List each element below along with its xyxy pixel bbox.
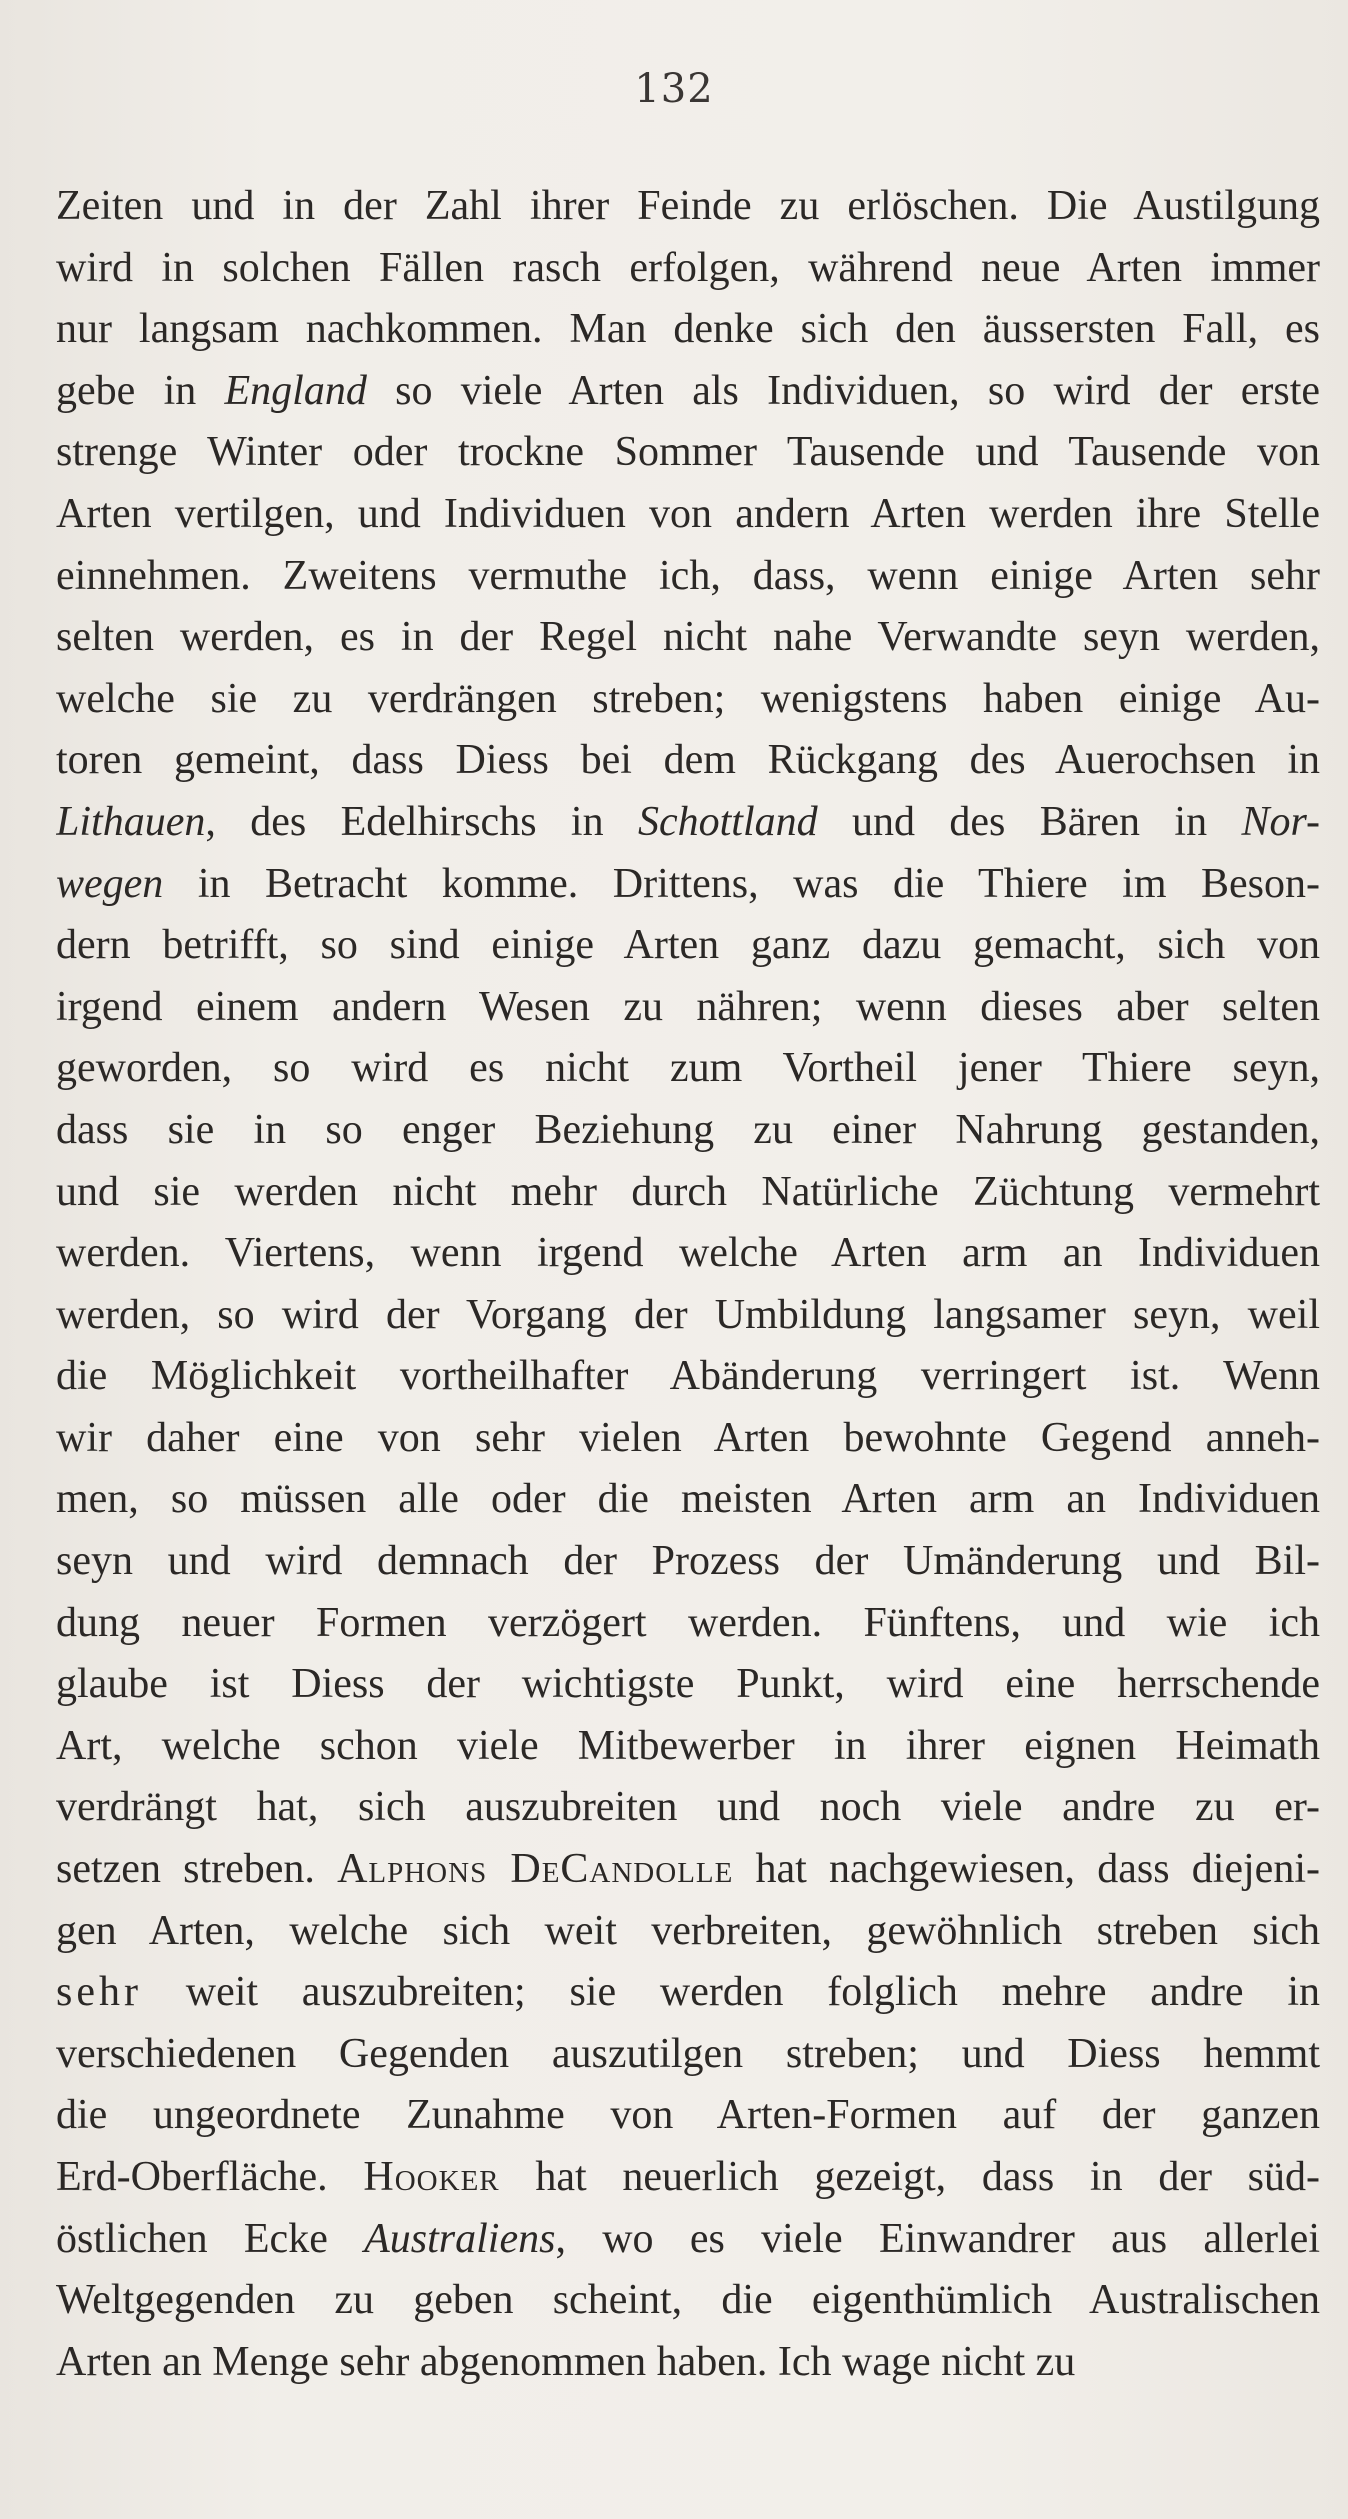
text-line	[56, 299, 1320, 361]
text-run: glaube ist Diess der wichtigste Punkt, wird eine herrschende	[56, 1661, 1320, 1708]
text-run: geworden, so wird es nicht zum Vortheil jener Thiere seyn,	[56, 1045, 1320, 1092]
text-run: die ungeordnete Zunahme von Arten-Formen auf der ganzen	[56, 2092, 1320, 2139]
text-line	[56, 1346, 1320, 1408]
text-run: gen Arten, welche sich weit verbreiten, gewöhnlich streben sich	[56, 1907, 1320, 1954]
text-line	[56, 1531, 1320, 1593]
text-run: toren gemeint, dass Diess bei dem Rückgang des Auerochsen in	[56, 737, 1320, 784]
text-run: einnehmen. Zweitens vermuthe ich, dass, wenn einige Arten sehr	[56, 552, 1320, 599]
text-line	[56, 1839, 1320, 1901]
text-line	[56, 2332, 1320, 2394]
text-run: Arten an Menge sehr abgenommen haben. Ich wage nicht zu	[56, 2338, 1076, 2385]
text-line	[56, 1593, 1320, 1655]
text-line	[56, 2147, 1320, 2209]
text-line	[56, 915, 1320, 977]
text-run: seyn und wird demnach der Prozess der Umänderung und Bil-	[56, 1538, 1320, 1585]
text-run: Hooker	[363, 2154, 500, 2200]
text-run: wir daher eine von sehr vielen Arten bewohnte Gegend anneh-	[56, 1414, 1320, 1461]
text-run: Schottland	[637, 798, 818, 845]
text-line	[56, 1038, 1320, 1100]
text-run: , des Edelhirschs in	[205, 798, 638, 845]
text-line	[56, 2209, 1320, 2271]
text-run: so viele Arten als Individuen, so wird der erste	[366, 367, 1320, 414]
text-line	[56, 854, 1320, 916]
text-line	[56, 484, 1320, 546]
text-run: Erd-Oberfläche.	[56, 2154, 364, 2200]
text-line	[56, 176, 1320, 238]
text-run: Australiens	[364, 2215, 556, 2262]
text-line	[56, 607, 1320, 669]
text-run: nur langsam nachkommen. Man denke sich den äussersten Fall, es	[56, 306, 1320, 353]
text-line	[56, 2024, 1320, 2086]
text-run: Zeiten und in der Zahl ihrer Feinde zu erlöschen. Die Austilgung	[56, 183, 1320, 229]
text-run: , wo es viele Einwandrer aus allerlei	[555, 2215, 1320, 2262]
text-line	[56, 1716, 1320, 1778]
text-run: hat neuerlich gezeigt, dass in der süd-	[499, 2154, 1320, 2200]
text-line	[56, 1469, 1320, 1531]
text-run: gebe in	[56, 367, 225, 414]
body-text	[56, 176, 1320, 2393]
text-line	[56, 792, 1320, 854]
text-run: verdrängt hat, sich auszubreiten und noch viele andre zu er-	[56, 1784, 1320, 1831]
text-run: dern betrifft, so sind einige Arten ganz dazu gemacht, sich von	[56, 922, 1320, 969]
text-run: dass sie in so enger Beziehung zu einer Nahrung gestanden,	[56, 1106, 1320, 1153]
text-line	[56, 361, 1320, 423]
text-run: Art, welche schon viele Mitbewerber in ihrer eignen Heimath	[56, 1722, 1320, 1769]
text-line	[56, 730, 1320, 792]
text-run: Alphons DeCandolle	[337, 1846, 734, 1893]
text-run: hat nachgewiesen, dass diejeni-	[733, 1846, 1320, 1893]
text-run: wegen	[56, 860, 164, 907]
text-line	[56, 1162, 1320, 1224]
text-line	[56, 977, 1320, 1039]
text-line	[56, 1962, 1320, 2024]
text-line	[56, 1100, 1320, 1162]
text-line	[56, 1285, 1320, 1347]
text-run: und des Bären in	[817, 798, 1242, 845]
text-run: men, so müssen alle oder die meisten Arten arm an Individuen	[56, 1476, 1320, 1523]
text-run: Nor-	[1241, 798, 1320, 845]
page-number: 132	[634, 66, 714, 112]
text-run: sehr	[56, 1969, 142, 2016]
text-run: Lithauen	[56, 798, 206, 845]
text-run: selten werden, es in der Regel nicht nahe Verwandte seyn werden,	[56, 614, 1320, 661]
text-line	[56, 2085, 1320, 2147]
text-run: verschiedenen Gegenden auszutilgen streben; und Diess hemmt	[56, 2030, 1320, 2077]
text-line	[56, 1901, 1320, 1963]
text-run: strenge Winter oder trockne Sommer Tausende und Tausende von	[56, 429, 1320, 476]
text-line	[56, 238, 1320, 300]
text-run: die Möglichkeit vortheilhafter Abänderung verringert ist. Wenn	[56, 1353, 1320, 1400]
text-line	[56, 669, 1320, 731]
text-run: östlichen Ecke	[56, 2215, 365, 2262]
text-line	[56, 422, 1320, 484]
text-run: setzen streben.	[56, 1846, 338, 1893]
text-run: werden. Viertens, wenn irgend welche Arten arm an Individuen	[56, 1230, 1320, 1277]
text-line	[56, 2270, 1320, 2332]
text-run: weit auszubreiten; sie werden folglich mehre andre in	[141, 1969, 1320, 2016]
text-run: England	[224, 367, 367, 414]
text-run: Arten vertilgen, und Individuen von andern Arten werden ihre Stelle	[56, 490, 1320, 537]
text-line	[56, 1223, 1320, 1285]
text-run: und sie werden nicht mehr durch Natürliche Züchtung vermehrt	[56, 1168, 1320, 1215]
text-run: dung neuer Formen verzögert werden. Fünftens, und wie ich	[56, 1599, 1320, 1646]
text-line	[56, 1777, 1320, 1839]
text-line	[56, 546, 1320, 608]
text-run: in Betracht komme. Drittens, was die Thiere im Beson-	[163, 860, 1320, 907]
text-run: Weltgegenden zu geben scheint, die eigenthümlich Australischen	[56, 2277, 1320, 2324]
text-run: werden, so wird der Vorgang der Umbildung langsamer seyn, weil	[56, 1291, 1320, 1338]
text-run: welche sie zu verdrängen streben; wenigstens haben einige Au-	[56, 675, 1320, 722]
text-run: irgend einem andern Wesen zu nähren; wenn dieses aber selten	[56, 983, 1320, 1030]
text-line	[56, 1654, 1320, 1716]
text-run: wird in solchen Fällen rasch erfolgen, während neue Arten immer	[56, 244, 1320, 291]
text-line	[56, 1408, 1320, 1470]
